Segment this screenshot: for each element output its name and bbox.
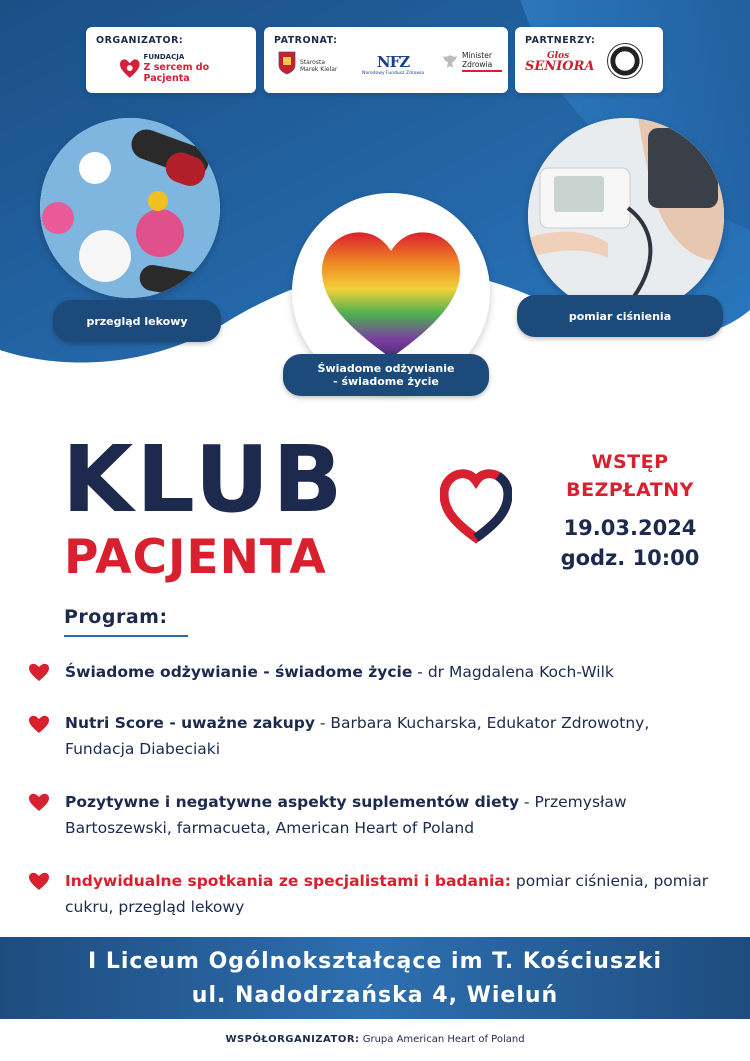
event-date: 19.03.2024 (563, 516, 697, 540)
heart-bullet-icon (28, 714, 50, 734)
glos-small-text: Głos (547, 51, 570, 61)
program-item-speaker: - Barbara Kucharska, Edukator Zdrowotny, Fundacja Diabeciaki (65, 714, 650, 758)
heart-bullet-icon (28, 662, 50, 682)
program-item-title: Świadome odżywianie - świadome życie (65, 663, 413, 681)
free-entry-line2: BEZPŁATNY (566, 479, 694, 501)
nfz-logo (362, 53, 424, 76)
label-conscious-nutrition (283, 354, 489, 396)
ministry-line2: Zdrowia (462, 60, 493, 69)
program-underline (64, 635, 188, 637)
ministry-logo (442, 51, 502, 72)
label-conscious-nutrition-line2: - świadome życie (333, 375, 439, 388)
program-item (65, 659, 715, 685)
program-title: Program: (64, 606, 168, 628)
program-item (65, 789, 715, 841)
label-drug-review: przegląd lekowy (53, 300, 221, 342)
coat-of-arms-icon (278, 51, 296, 75)
co-organizer (0, 1034, 750, 1045)
program-item (65, 710, 715, 762)
event-time: godz. 10:00 (560, 546, 700, 570)
partners-label: PARTNERZY: (525, 35, 596, 46)
nfz-logo-text: NFZ (376, 53, 410, 71)
heart-bullet-icon (28, 792, 50, 812)
program-item-title: Nutri Score - uważne zakupy (65, 714, 315, 732)
organizer-label: ORGANIZATOR: (96, 35, 184, 46)
venue-address: ul. Nadodrzańska 4, Wieluń (191, 983, 559, 1008)
program-item-title: Indywidualne spotkania ze specjalistami i badania: (65, 872, 511, 890)
venue-band (0, 937, 750, 1019)
organizer-name-line1: FUNDACJA (143, 53, 185, 61)
ministry-line1: Minister (462, 51, 492, 60)
title-klub: KLUB (62, 426, 346, 533)
program-item-speaker: - dr Magdalena Koch-Wilk (412, 663, 614, 681)
organizer-name-line2: Z sercem do Pacjenta (143, 62, 210, 84)
program-item-speaker: - Przemysław Bartoszewski, farmacueta, American Heart of Poland (65, 793, 627, 837)
glos-seniora-logo (525, 51, 595, 74)
co-organizer-value: Grupa American Heart of Poland (359, 1034, 525, 1045)
blood-pressure-photo (528, 118, 724, 314)
patron-box (264, 27, 508, 93)
heart-bullet-icon (28, 871, 50, 891)
organizer-logo (120, 53, 256, 84)
glos-big-text: SENIORA (525, 59, 595, 74)
starosta-line1: Starosta (300, 59, 325, 66)
ministry-underline (462, 70, 502, 72)
eagle-icon (442, 53, 458, 71)
heart-icon (440, 466, 512, 546)
nfz-caption: Narodowy Fundusz Zdrowia (362, 71, 425, 76)
patron-label: PATRONAT: (274, 35, 338, 46)
partners-box (515, 27, 663, 93)
program-item-title: Pozytywne i negatywne aspekty suplementów diety (65, 793, 520, 811)
heart-logo-icon (120, 58, 140, 80)
co-organizer-label: WSPÓŁORGANIZATOR: (225, 1034, 360, 1045)
pills-photo (40, 118, 220, 298)
free-entry-line1: WSTĘP (591, 451, 669, 473)
blood-pressure-image (528, 118, 724, 314)
free-entry (528, 448, 732, 504)
organizer-box (86, 27, 256, 93)
title-pacjenta: PACJENTA (64, 530, 327, 585)
venue-name: I Liceum Ogólnokształcące im T. Kościuszki (87, 949, 663, 974)
pills-image (40, 118, 220, 298)
label-conscious-nutrition-line1: Świadome odżywianie (317, 362, 455, 375)
seal-logo-icon (607, 43, 643, 79)
program-item (65, 868, 715, 920)
starosta-line2: Marek Kielar (300, 66, 338, 73)
event-datetime (528, 513, 732, 573)
label-blood-pressure: pomiar ciśnienia (517, 295, 723, 337)
program-item-speaker: pomiar ciśnienia, pomiar cukru, przegląd lekowy (65, 872, 709, 916)
